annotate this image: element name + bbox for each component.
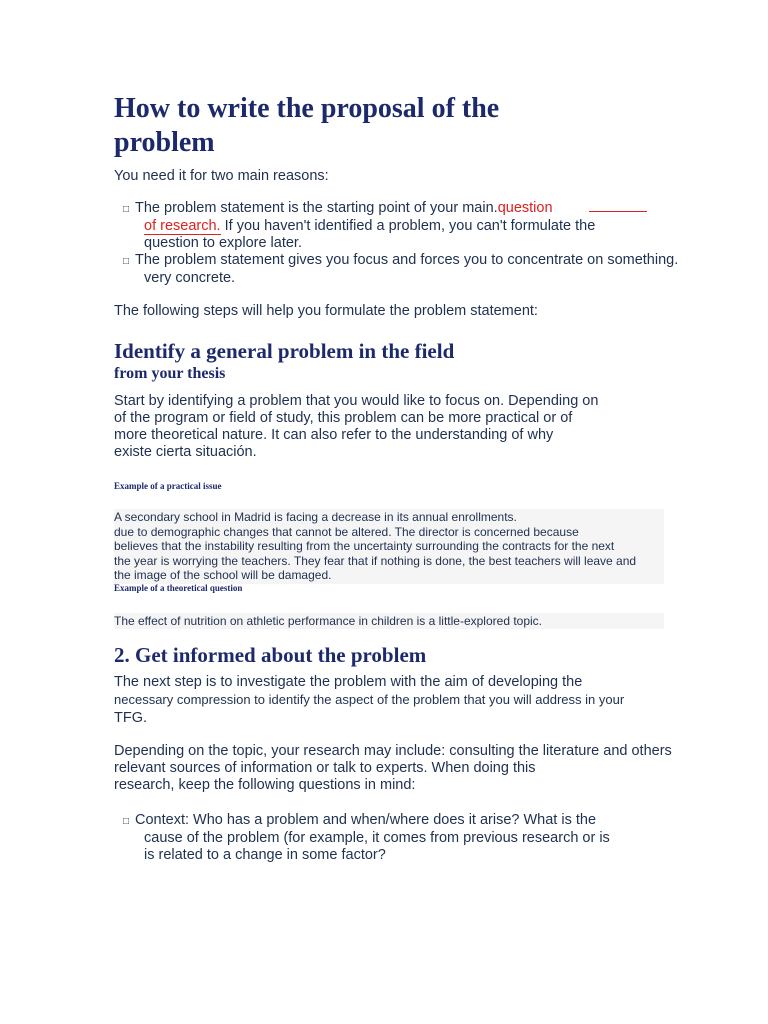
- list-item: □ Context: Who has a problem and when/where does it arise? What is the cause of the problem (for example, it comes from previous research or is is related to a change in some factor?: [123, 812, 610, 863]
- highlight-term: question: [497, 200, 553, 216]
- theoretical-example-label: Example of a theoretical question: [114, 582, 243, 593]
- checkbox-bullet-icon: □: [123, 256, 130, 267]
- list-item: □ The problem statement is the starting point of your main.question of research. If you haven't identified a problem, you can't formulate the question to explore later.: [114, 199, 704, 252]
- highlight-term: of research.: [144, 218, 221, 234]
- questions-list: [114, 812, 704, 864]
- steps-intro: The following steps will help you formulate the problem statement:: [114, 303, 538, 319]
- document-page: [114, 92, 704, 864]
- intro-text: You need it for two main reasons:: [114, 168, 329, 184]
- reasons-list: [114, 199, 704, 287]
- practical-example-box: A secondary school in Madrid is facing a decrease in its annual enrollments. due to demographic changes that cannot be altered. The director is concerned because believes that the instability resulting from the uncertainty surrounding the contracts for the next the year is worrying the teachers. They fear that if nothing is done, the best teachers will leave and the image of the school will be damaged.: [114, 509, 664, 584]
- section2-paragraph-2: Depending on the topic, your research may include: consulting the literature and others relevant sources of information or talk to experts. When doing this research, keep the following questions in mind:: [114, 743, 672, 793]
- page-title: How to write the proposal of the problem: [114, 93, 500, 158]
- section-subheading: from your thesis: [114, 365, 226, 382]
- section-heading: 2. Get informed about the problem: [114, 643, 427, 667]
- section2-paragraph-1: The next step is to investigate the problem with the aim of developing the necessary compression to identify the aspect of the problem that you will address in your TFG.: [114, 674, 625, 726]
- list-item: □ The problem statement gives you focus and forces you to concentrate on something. very concrete.: [123, 252, 679, 286]
- red-underline: [589, 199, 647, 212]
- practical-example-label: Example of a practical issue: [114, 481, 222, 491]
- section-heading: Identify a general problem in the field: [114, 339, 455, 363]
- theoretical-example-box: The effect of nutrition on athletic performance in children is a little-explored topic.: [114, 613, 664, 630]
- section1-body: Start by identifying a problem that you would like to focus on. Depending on of the program or field of study, this problem can be more practical or of more theoretical nature. It can also refer to the understanding of why existe cierta situación.: [114, 393, 599, 460]
- checkbox-bullet-icon: □: [123, 816, 130, 827]
- checkbox-bullet-icon: □: [123, 204, 130, 215]
